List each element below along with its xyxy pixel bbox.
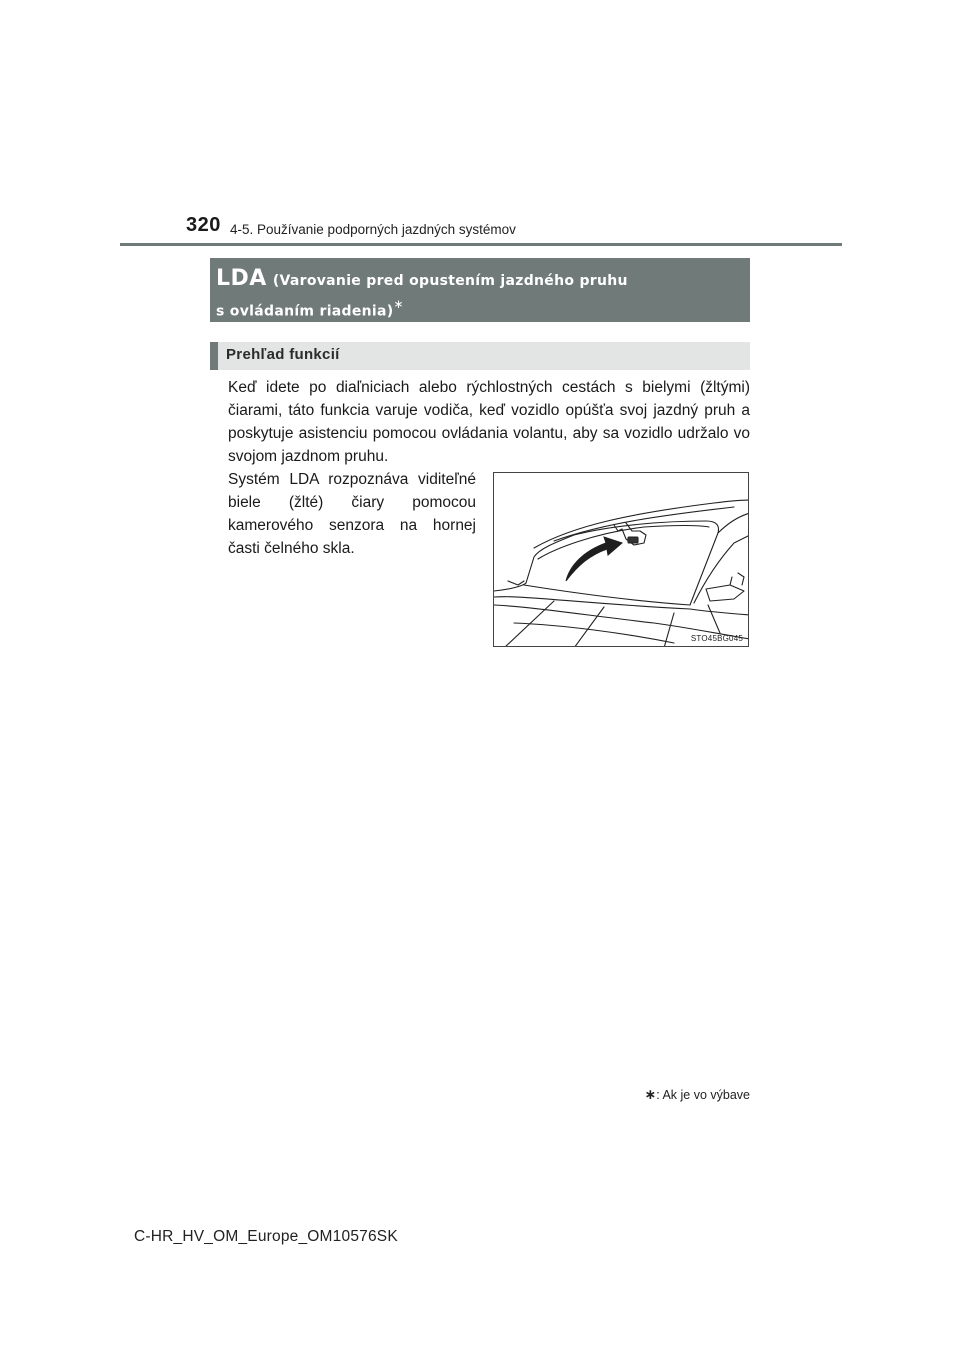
windshield-camera-illustration — [493, 472, 749, 647]
title-subtitle-2: s ovládaním riadenia) — [216, 303, 394, 320]
document-id: C-HR_HV_OM_Europe_OM10576SK — [134, 1228, 398, 1245]
footnote-asterisk: ∗ — [644, 1086, 657, 1102]
footnote-text: : Ak je vo výbave — [656, 1088, 750, 1102]
header-rule — [120, 243, 842, 246]
title-line-2 — [216, 294, 744, 324]
title-asterisk: ∗ — [393, 297, 404, 311]
title-main: LDA — [216, 266, 267, 291]
section-bar — [210, 342, 750, 370]
footnote — [644, 1086, 750, 1103]
title-line-1 — [216, 266, 744, 294]
page-number: 320 — [186, 214, 221, 236]
body-paragraph-2: Systém LDA rozpoznáva viditeľné biele (žlté) čiary pomocou kamerového senzora na hornej časti čelného skla. — [228, 471, 476, 557]
windshield-illustration-svg — [494, 473, 749, 647]
running-head: 4-5. Používanie podporných jazdných systémov — [230, 222, 516, 237]
arrow-icon — [566, 537, 622, 581]
section-title: Prehľad funkcií — [226, 346, 340, 363]
body-paragraph-1: Keď idete po diaľniciach alebo rýchlostných cestách s bielymi (žltými) čiarami, táto funkcia varuje vodiča, keď vozidlo opúšťa svoj jazdný pruh a poskytuje asistenciu pomocou ovládania volantu, aby sa vozidlo udržalo vo svojom jazdnom pruhu. — [228, 379, 750, 465]
title-subtitle-1: (Varovanie pred opustením jazdného pruhu — [272, 273, 628, 289]
figure-code: STO45BG045 — [690, 634, 743, 643]
title-bar — [210, 258, 750, 322]
